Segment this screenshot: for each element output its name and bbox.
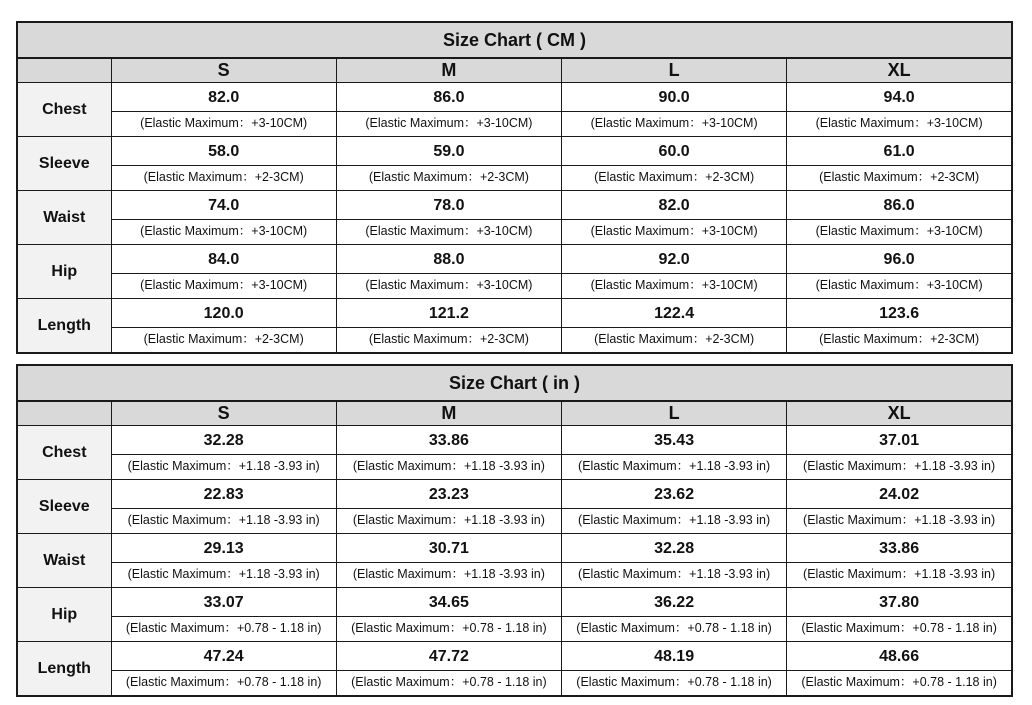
size-cell [561,534,786,588]
size-cell [561,426,786,480]
table-row-waist [17,191,1012,245]
row-label: Hip [17,588,111,642]
size-header-m: M [336,401,561,426]
chart-title: Size Chart ( CM ) [17,22,1012,58]
elastic-note: (Elastic Maximum：+0.78 - 1.18 in) [125,675,322,689]
measurement-value: 48.19 [562,642,786,671]
size-cell [336,83,561,137]
elastic-note: (Elastic Maximum：+1.18 -3.93 in) [803,513,996,527]
size-cell [111,480,336,534]
elastic-note: (Elastic Maximum：+1.18 -3.93 in) [578,567,771,581]
table-row-hip [17,245,1012,299]
row-label: Chest [17,426,111,480]
elastic-note: (Elastic Maximum：+3-10CM) [590,278,758,292]
elastic-note: (Elastic Maximum：+0.78 - 1.18 in) [801,675,997,689]
size-cell [111,245,336,299]
row-label: Length [17,299,111,354]
measurement-value: 47.24 [112,642,336,671]
header-corner [17,58,111,83]
size-cell [336,480,561,534]
elastic-note: (Elastic Maximum：+1.18 -3.93 in) [803,459,996,473]
measurement-value: 123.6 [787,299,1011,328]
row-label: Waist [17,191,111,245]
table-row-length [17,299,1012,354]
row-label: Hip [17,245,111,299]
elastic-note: (Elastic Maximum：+3-10CM) [590,116,758,130]
size-cell [336,299,561,354]
size-cell [111,534,336,588]
measurement-value: 32.28 [562,534,786,563]
size-cell [787,480,1012,534]
size-cell [787,245,1012,299]
size-cell [561,642,786,697]
size-cell [336,426,561,480]
measurement-value: 86.0 [337,83,561,112]
size-cell [336,588,561,642]
size-chart-in [16,364,1013,697]
measurement-value: 30.71 [337,534,561,563]
elastic-note: (Elastic Maximum：+2-3CM) [594,332,755,346]
measurement-value: 121.2 [337,299,561,328]
chart-title: Size Chart ( in ) [17,365,1012,401]
measurement-value: 47.72 [337,642,561,671]
elastic-note: (Elastic Maximum：+3-10CM) [365,224,533,238]
measurement-value: 82.0 [112,83,336,112]
table-row-sleeve [17,137,1012,191]
row-label: Waist [17,534,111,588]
measurement-value: 78.0 [337,191,561,220]
measurement-value: 36.22 [562,588,786,617]
size-cell [562,137,787,191]
size-header-xl: XL [787,58,1012,83]
table-row-chest [17,83,1012,137]
size-cell [336,191,561,245]
elastic-note: (Elastic Maximum：+0.78 - 1.18 in) [351,675,547,689]
elastic-note: (Elastic Maximum：+1.18 -3.93 in) [578,459,771,473]
table-row-hip [17,588,1012,642]
elastic-note: (Elastic Maximum：+1.18 -3.93 in) [352,513,545,527]
measurement-value: 33.07 [112,588,336,617]
size-cell [336,137,561,191]
row-label: Sleeve [17,137,111,191]
measurement-value: 22.83 [112,480,336,509]
size-header-s: S [111,401,336,426]
measurement-value: 23.62 [562,480,786,509]
elastic-note: (Elastic Maximum：+3-10CM) [815,224,983,238]
size-cell [111,642,336,697]
size-cell [787,299,1012,354]
table-row-sleeve [17,480,1012,534]
elastic-note: (Elastic Maximum：+3-10CM) [140,278,308,292]
elastic-note: (Elastic Maximum：+2-3CM) [143,170,304,184]
size-header-m: M [336,58,561,83]
measurement-value: 61.0 [787,137,1011,166]
size-header-s: S [111,58,336,83]
size-header-l: L [562,58,787,83]
header-corner [17,401,111,426]
size-cell [336,642,561,697]
elastic-note: (Elastic Maximum：+0.78 - 1.18 in) [576,675,772,689]
elastic-note: (Elastic Maximum：+3-10CM) [590,224,758,238]
size-cell [787,642,1012,697]
table-row-length [17,642,1012,697]
elastic-note: (Elastic Maximum：+0.78 - 1.18 in) [351,621,547,635]
measurement-value: 58.0 [112,137,336,166]
measurement-value: 29.13 [112,534,336,563]
measurement-value: 92.0 [562,245,786,274]
measurement-value: 88.0 [337,245,561,274]
elastic-note: (Elastic Maximum：+1.18 -3.93 in) [352,567,545,581]
size-header-l: L [561,401,786,426]
measurement-value: 33.86 [337,426,561,455]
row-label: Chest [17,83,111,137]
elastic-note: (Elastic Maximum：+3-10CM) [140,116,308,130]
size-cell [562,191,787,245]
size-cell [336,534,561,588]
elastic-note: (Elastic Maximum：+1.18 -3.93 in) [803,567,996,581]
elastic-note: (Elastic Maximum：+0.78 - 1.18 in) [125,621,322,635]
measurement-value: 24.02 [787,480,1011,509]
size-cell [787,588,1012,642]
measurement-value: 84.0 [112,245,336,274]
size-cell [787,426,1012,480]
size-cell [336,245,561,299]
elastic-note: (Elastic Maximum：+2-3CM) [368,170,529,184]
measurement-value: 37.80 [787,588,1011,617]
elastic-note: (Elastic Maximum：+0.78 - 1.18 in) [801,621,997,635]
size-cell [787,191,1012,245]
size-cell [111,426,336,480]
size-cell [787,83,1012,137]
measurement-value: 122.4 [562,299,786,328]
measurement-value: 33.86 [787,534,1011,563]
measurement-value: 23.23 [337,480,561,509]
size-cell [561,588,786,642]
elastic-note: (Elastic Maximum：+1.18 -3.93 in) [127,513,320,527]
size-cell [787,534,1012,588]
size-cell [562,299,787,354]
size-cell [111,83,336,137]
elastic-note: (Elastic Maximum：+1.18 -3.93 in) [578,513,771,527]
measurement-value: 37.01 [787,426,1011,455]
size-chart-cm [16,21,1013,354]
measurement-value: 90.0 [562,83,786,112]
measurement-value: 48.66 [787,642,1011,671]
size-header-xl: XL [787,401,1012,426]
elastic-note: (Elastic Maximum：+0.78 - 1.18 in) [576,621,772,635]
elastic-note: (Elastic Maximum：+3-10CM) [365,278,533,292]
size-cell [561,480,786,534]
size-cell [787,137,1012,191]
elastic-note: (Elastic Maximum：+3-10CM) [815,116,983,130]
elastic-note: (Elastic Maximum：+3-10CM) [365,116,533,130]
elastic-note: (Elastic Maximum：+2-3CM) [143,332,304,346]
measurement-value: 35.43 [562,426,786,455]
measurement-value: 60.0 [562,137,786,166]
elastic-note: (Elastic Maximum：+1.18 -3.93 in) [127,567,320,581]
measurement-value: 59.0 [337,137,561,166]
size-cell [111,191,336,245]
elastic-note: (Elastic Maximum：+2-3CM) [368,332,529,346]
measurement-value: 94.0 [787,83,1011,112]
measurement-value: 74.0 [112,191,336,220]
elastic-note: (Elastic Maximum：+1.18 -3.93 in) [352,459,545,473]
elastic-note: (Elastic Maximum：+3-10CM) [140,224,308,238]
elastic-note: (Elastic Maximum：+3-10CM) [815,278,983,292]
measurement-value: 82.0 [562,191,786,220]
measurement-value: 86.0 [787,191,1011,220]
elastic-note: (Elastic Maximum：+1.18 -3.93 in) [127,459,320,473]
measurement-value: 96.0 [787,245,1011,274]
size-cell [111,299,336,354]
table-row-chest [17,426,1012,480]
elastic-note: (Elastic Maximum：+2-3CM) [594,170,755,184]
elastic-note: (Elastic Maximum：+2-3CM) [819,332,980,346]
measurement-value: 120.0 [112,299,336,328]
table-row-waist [17,534,1012,588]
size-cell [111,588,336,642]
size-cell [562,245,787,299]
row-label: Length [17,642,111,697]
elastic-note: (Elastic Maximum：+2-3CM) [819,170,980,184]
row-label: Sleeve [17,480,111,534]
size-cell [562,83,787,137]
size-cell [111,137,336,191]
measurement-value: 32.28 [112,426,336,455]
measurement-value: 34.65 [337,588,561,617]
